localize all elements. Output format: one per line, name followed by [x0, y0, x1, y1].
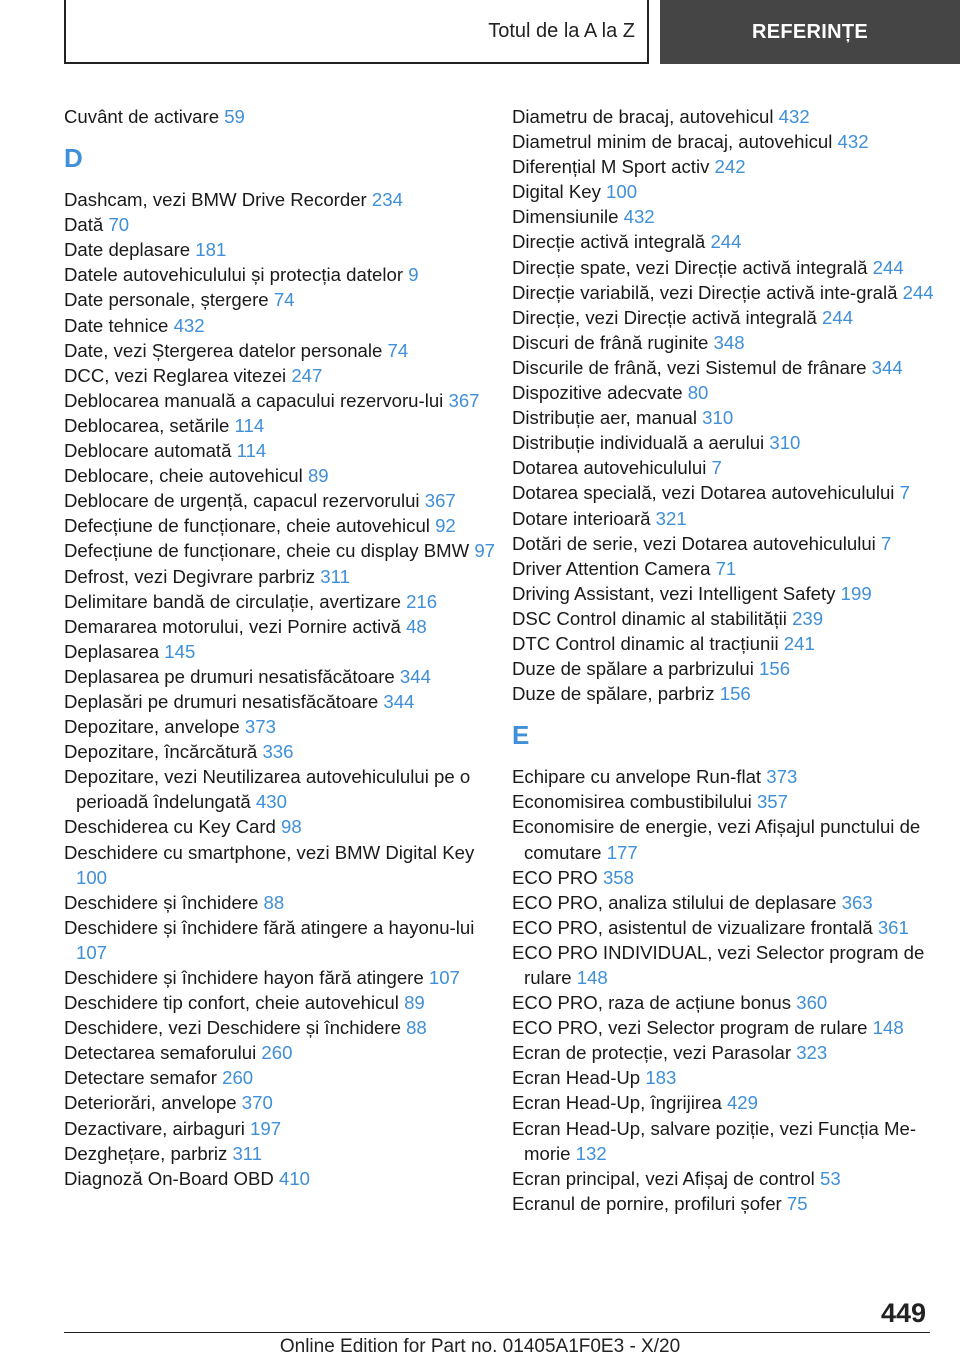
index-entry [64, 438, 504, 463]
index-entry-text: Dispozitive adecvate [512, 382, 683, 404]
index-entry-text: Deblocarea manuală a capacului rezervoru-lui [64, 389, 444, 411]
index-entry [64, 313, 504, 338]
index-letter-heading: D [64, 143, 83, 174]
index-entry [64, 890, 504, 915]
index-page-link[interactable]: 71 [715, 557, 737, 579]
index-entry [512, 940, 952, 990]
index-entry-text: Demararea motorului, vezi Pornire activă [64, 615, 401, 637]
section-title: Totul de la A la Z [488, 19, 635, 42]
index-entry [64, 689, 504, 714]
index-page-link[interactable]: 244 [872, 256, 904, 278]
index-entry [64, 1065, 504, 1090]
index-entry [512, 865, 952, 890]
index-entry [64, 1166, 504, 1191]
index-entry-text: Defecțiune de funcționare, cheie cu display BMW [64, 540, 470, 562]
index-entry-text: Deschidere și închidere fără atingere a hayonu-lui [64, 916, 475, 938]
index-page-link[interactable]: 260 [222, 1067, 254, 1089]
index-page-link[interactable]: 70 [108, 214, 130, 236]
index-entry [512, 280, 952, 305]
index-entry-text: Ecran de protecție, vezi Parasolar [512, 1042, 792, 1064]
index-page-link[interactable]: 363 [841, 891, 873, 913]
index-entry-text: Deteriorări, anvelope [64, 1092, 237, 1114]
index-entry-text: Ecran principal, vezi Afișaj de control [512, 1167, 815, 1189]
index-page-link[interactable]: 53 [819, 1167, 841, 1189]
index-entry-text: Dotarea autovehiculului [512, 457, 707, 479]
footer-edition: Online Edition for Part no. 01405A1F0E3 - X/20 [279, 1336, 681, 1357]
index-page-link[interactable]: 244 [822, 306, 854, 328]
index-entry [512, 814, 952, 864]
index-entry [512, 455, 952, 480]
index-page-link[interactable]: 199 [840, 582, 872, 604]
index-entry-text: Deschidere, vezi Deschidere și închidere [64, 1017, 401, 1039]
index-entry-text: Diametru de bracaj, autovehicul [512, 106, 774, 127]
index-entry [512, 681, 952, 706]
index-page-link[interactable]: 373 [766, 766, 798, 788]
index-entry [512, 990, 952, 1015]
index-entry-text: Distribuție individuală a aerului [512, 432, 765, 454]
index-entry-text: Depozitare, încărcătură [64, 741, 258, 763]
index-entry [512, 764, 952, 789]
index-entry-text: Diferențial M Sport activ [512, 156, 710, 178]
index-entry-text: Date personale, ștergere [64, 289, 269, 311]
index-entry [64, 212, 504, 237]
index-page-link[interactable]: 360 [796, 992, 828, 1014]
index-entry-text: ECO PRO INDIVIDUAL, vezi Selector program de rulare [512, 941, 925, 988]
index-entry [64, 664, 504, 689]
index-entry-text: Date deplasare [64, 239, 191, 261]
index-page-link[interactable]: 234 [371, 189, 403, 211]
index-page-link[interactable]: 410 [278, 1167, 311, 1189]
index-entry [512, 129, 952, 154]
index-entry [512, 179, 952, 204]
index-page-link[interactable]: 88 [406, 1017, 427, 1039]
index-entry-text: DSC Control dinamic al stabilității [512, 607, 787, 629]
index-entry [64, 104, 504, 129]
index-entry-text: Direcție activă integrală [512, 231, 706, 253]
index-page-link[interactable]: 358 [602, 866, 634, 888]
index-entry [512, 631, 952, 656]
index-entry-text: Delimitare bandă de circulație, avertizare [64, 590, 401, 612]
index-entry [512, 656, 952, 681]
index-entry [512, 330, 952, 355]
index-entry-text: Dezactivare, airbaguri [64, 1117, 245, 1139]
index-entry [64, 990, 504, 1015]
index-page-link[interactable]: 7 [711, 457, 722, 479]
index-entry [512, 556, 952, 581]
index-entry-text: Deblocare, cheie autovehicul [64, 465, 303, 487]
index-entry [512, 1166, 952, 1191]
index-page-link[interactable]: 74 [273, 289, 295, 311]
index-entry [64, 614, 504, 639]
index-entry-text: Deschidere și închidere hayon fără atingere [64, 967, 424, 988]
index-page-link[interactable]: 244 [710, 231, 742, 253]
index-entry-text: Deplasarea pe drumuri nesatisfăcătoare [64, 665, 395, 687]
index-entry-text: Ecran Head-Up, salvare poziție, vezi Funcția Me-morie [512, 1117, 917, 1164]
index-entry [512, 204, 952, 229]
index-entry [512, 154, 952, 179]
index-entry-text: Digital Key [512, 181, 601, 203]
section-header [64, 0, 649, 64]
index-page-link[interactable]: 432 [778, 106, 810, 127]
index-page-link[interactable]: 59 [224, 106, 245, 127]
index-entry [64, 413, 504, 438]
index-page-link[interactable]: 7 [899, 482, 910, 504]
index-entry-text: Discurile de frână, vezi Sistemul de frânare [512, 356, 867, 378]
index-entry [64, 1040, 504, 1065]
index-entry [512, 581, 952, 606]
index-page-link[interactable]: 241 [783, 632, 815, 654]
index-entry-text: Dotare interioară [512, 507, 651, 529]
index-entry-text: Diametrul minim de bracaj, autovehicul [512, 131, 833, 153]
index-entry [64, 1116, 504, 1141]
index-page-link[interactable]: 98 [281, 816, 302, 838]
index-entry-text: Dezghețare, parbriz [64, 1142, 228, 1164]
index-page-link[interactable]: 145 [164, 640, 196, 662]
index-entry-text: Detectarea semaforului [64, 1042, 257, 1064]
index-entry-text: Duze de spălare a parbrizului [512, 658, 754, 680]
index-entry-text: Dimensiunile [512, 206, 619, 228]
index-page-link[interactable]: 9 [408, 264, 419, 286]
index-entry-text: Dotări de serie, vezi Dotarea autovehiculului [512, 532, 876, 554]
index-entry-text: Deschidere cu smartphone, vezi BMW Digital Key [64, 841, 475, 863]
index-page-link[interactable]: 148 [872, 1017, 904, 1039]
index-entry-text: Economisirea combustibilului [512, 791, 752, 813]
index-entry [512, 1191, 952, 1216]
index-entry [512, 380, 952, 405]
index-page-link[interactable]: 430 [255, 791, 287, 813]
index-entry-text: Direcție, vezi Direcție activă integrală [512, 306, 817, 328]
index-entry [512, 104, 952, 129]
index-page-link[interactable]: 432 [623, 206, 655, 228]
index-letter-heading: E [512, 720, 530, 751]
index-entry [64, 589, 504, 614]
page-number: 449 [880, 1298, 926, 1328]
index-entry-text: Datele autovehiculului și protecția datelor [64, 264, 404, 286]
index-entry [512, 229, 952, 254]
index-page-link[interactable]: 367 [448, 389, 480, 411]
index-entry-text: Deblocarea, setările [64, 414, 230, 436]
index-entry-text: Date tehnice [64, 314, 169, 336]
index-entry [64, 463, 504, 488]
index-entry [512, 305, 952, 330]
index-page-link[interactable]: 156 [759, 658, 791, 680]
index-entry-text: Defrost, vezi Degivrare parbriz [64, 565, 316, 587]
index-page-link[interactable]: 89 [307, 465, 329, 487]
index-entry-text: ECO PRO [512, 866, 598, 888]
index-entry-text: Deblocare de urgență, capacul rezervorului [64, 490, 420, 512]
index-page-link[interactable]: 370 [241, 1092, 273, 1114]
index-entry [64, 488, 504, 513]
index-entry [64, 1015, 504, 1040]
index-entry-text: Economisire de energie, vezi Afișajul punctului de comutare [512, 816, 921, 863]
index-entry-text: Deplasări pe drumuri nesatisfăcătoare [64, 690, 379, 712]
index-entry [512, 405, 952, 430]
index-entry [512, 1065, 952, 1090]
index-page-link[interactable]: 114 [234, 414, 265, 436]
index-page-link[interactable]: 367 [424, 490, 456, 512]
index-page-link[interactable]: 323 [796, 1042, 828, 1064]
index-entry [64, 1141, 504, 1166]
index-entry [512, 506, 952, 531]
index-entry-text: Deschidere și închidere [64, 891, 259, 913]
index-page-link[interactable]: 244 [902, 281, 934, 303]
index-page-link[interactable]: 88 [263, 891, 285, 913]
index-entry-text: ECO PRO, analiza stilului de deplasare [512, 891, 837, 913]
index-entry [64, 1090, 504, 1115]
index-entry-text: Driving Assistant, vezi Intelligent Safety [512, 582, 836, 604]
index-entry [512, 915, 952, 940]
index-page-link[interactable]: 183 [645, 1067, 677, 1089]
index-entry [64, 965, 504, 990]
index-entry-text: Ecran Head-Up [512, 1067, 641, 1089]
index-page-link[interactable]: 48 [406, 615, 427, 637]
index-entry [512, 1116, 952, 1166]
index-page-link[interactable]: 432 [837, 131, 869, 153]
index-entry [64, 338, 504, 363]
index-page-link[interactable]: 311 [320, 565, 350, 587]
index-page-link[interactable]: 197 [250, 1117, 282, 1139]
index-entry-text: Defecțiune de funcționare, cheie autovehicul [64, 515, 430, 537]
index-page-link[interactable]: 361 [877, 916, 909, 938]
index-entry-text: Discuri de frână ruginite [512, 331, 709, 353]
index-page-link[interactable]: 89 [404, 992, 425, 1014]
index-entry-text: Dată [64, 214, 104, 236]
index-column-left [64, 104, 504, 1191]
index-entry-text: Ecranul de pornire, profiluri șofer [512, 1192, 782, 1214]
index-page-link[interactable]: 310 [702, 407, 734, 429]
index-page-link[interactable]: 92 [435, 515, 456, 537]
index-page-link[interactable]: 260 [261, 1042, 293, 1064]
index-page-link[interactable]: 242 [714, 156, 746, 178]
index-page-link[interactable]: 107 [428, 967, 460, 988]
index-entry-text: Direcție variabilă, vezi Direcție activă inte-grală [512, 281, 898, 303]
index-page-link[interactable]: 344 [871, 356, 903, 378]
index-entry [64, 564, 504, 589]
index-page-link[interactable]: 357 [756, 791, 788, 813]
index-page-link[interactable]: 148 [576, 967, 608, 988]
index-entry [512, 1015, 952, 1040]
index-page-link[interactable]: 97 [474, 540, 495, 562]
index-entry-text: Diagnoză On-Board OBD [64, 1167, 274, 1189]
index-entry [64, 262, 504, 287]
index-entry-text: ECO PRO, raza de acțiune bonus [512, 992, 792, 1014]
index-page-link[interactable]: 80 [687, 382, 709, 404]
index-page-link[interactable]: 429 [726, 1092, 758, 1114]
index-entry [64, 187, 504, 212]
index-column-right [512, 104, 952, 1216]
index-entry [512, 255, 952, 280]
index-entry-text: Duze de spălare, parbriz [512, 683, 715, 705]
index-entry-text: Dotarea specială, vezi Dotarea autovehiculului [512, 482, 895, 504]
index-entry [512, 531, 952, 556]
index-entry [64, 714, 504, 739]
index-page-link[interactable]: 344 [399, 665, 431, 687]
index-entry [64, 513, 504, 538]
index-entry-text: Date, vezi Ștergerea datelor personale [64, 339, 383, 361]
footer-divider [64, 1332, 930, 1333]
index-entry [512, 355, 952, 380]
index-page-link[interactable]: 156 [719, 683, 751, 705]
index-entry [512, 1040, 952, 1065]
index-page-link[interactable]: 100 [76, 866, 108, 888]
index-page-link[interactable]: 239 [792, 607, 824, 629]
index-page-link[interactable]: 114 [236, 440, 267, 462]
index-entry-text: Deschidere tip confort, cheie autovehicul [64, 992, 399, 1014]
index-entry-text: Driver Attention Camera [512, 557, 711, 579]
index-page-link[interactable]: 373 [244, 716, 276, 738]
index-page-link[interactable]: 132 [575, 1142, 607, 1164]
index-page-link[interactable]: 7 [880, 532, 892, 554]
index-entry [64, 814, 504, 839]
index-page-link[interactable]: 336 [262, 741, 294, 763]
index-page-link[interactable]: 432 [173, 314, 205, 336]
index-page-link[interactable]: 100 [606, 181, 638, 203]
index-page-link[interactable]: 348 [713, 331, 745, 353]
index-entry-text: Detectare semafor [64, 1067, 217, 1089]
index-page-link[interactable]: 247 [291, 364, 323, 386]
index-entry [64, 388, 504, 413]
index-entry [64, 639, 504, 664]
index-page-link[interactable]: 181 [195, 239, 227, 261]
index-entry [64, 287, 504, 312]
index-entry-text: DTC Control dinamic al tracțiunii [512, 632, 779, 654]
index-entry [512, 890, 952, 915]
index-entry-text: ECO PRO, asistentul de vizualizare frontală [512, 916, 873, 938]
index-entry-text: Deblocare automată [64, 440, 232, 462]
index-page-link[interactable]: 75 [786, 1192, 808, 1214]
index-entry [512, 1090, 952, 1115]
index-page-link[interactable]: 177 [606, 841, 638, 863]
index-page-link[interactable]: 310 [769, 432, 801, 454]
index-entry-text: Echipare cu anvelope Run-flat [512, 766, 762, 788]
index-entry-text: Depozitare, anvelope [64, 716, 240, 738]
index-entry [64, 363, 504, 388]
index-page-link[interactable]: 321 [655, 507, 687, 529]
index-entry-text: Deschiderea cu Key Card [64, 816, 276, 838]
index-entry [64, 915, 504, 965]
index-entry-text: Deplasarea [64, 640, 160, 662]
index-entry-text: DCC, vezi Reglarea vitezei [64, 364, 287, 386]
index-entry [64, 739, 504, 764]
index-entry [64, 538, 504, 563]
index-entry [64, 764, 504, 814]
index-entry-text: Cuvânt de activare [64, 106, 220, 127]
chapter-label: REFERINȚE [751, 20, 869, 43]
index-entry-text: ECO PRO, vezi Selector program de rulare [512, 1017, 868, 1039]
index-entry-text: Direcție spate, vezi Direcție activă integrală [512, 256, 868, 278]
index-entry-text: Depozitare, vezi Neutilizarea autovehiculului pe o perioadă îndelungată [64, 766, 471, 813]
index-entry [512, 430, 952, 455]
index-page-link[interactable]: 216 [406, 590, 438, 612]
index-entry-text: Dashcam, vezi BMW Drive Recorder [64, 189, 367, 211]
index-entry-text: Distribuție aer, manual [512, 407, 697, 429]
index-entry [512, 606, 952, 631]
index-page-link[interactable]: 344 [383, 690, 415, 712]
index-entry-text: Ecran Head-Up, îngrijirea [512, 1092, 722, 1114]
index-entry [64, 840, 504, 890]
index-entry [512, 789, 952, 814]
index-page-link[interactable]: 74 [387, 339, 409, 361]
index-page-link[interactable]: 107 [76, 941, 108, 963]
index-entry [64, 237, 504, 262]
index-entry [512, 480, 952, 505]
index-page-link[interactable]: 311 [232, 1142, 263, 1164]
chapter-tab [660, 0, 960, 64]
